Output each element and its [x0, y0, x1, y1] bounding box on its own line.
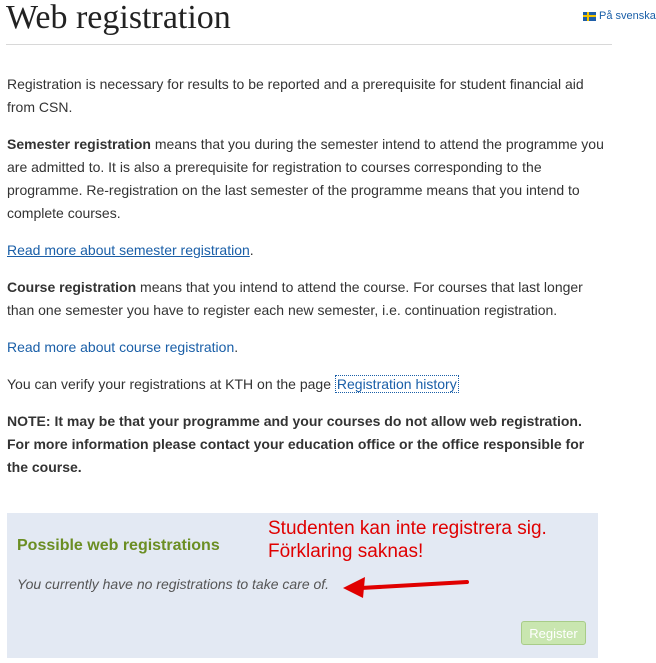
- semester-registration-link[interactable]: Read more about semester registration: [7, 242, 250, 258]
- annotation-arrow-icon: [339, 570, 471, 602]
- annotation-text: [268, 517, 547, 563]
- language-label[interactable]: På svenska: [599, 10, 656, 22]
- note-paragraph: NOTE: It may be that your programme and your courses do not allow web registration. For more information please contact your education office or the office responsible for the course.: [7, 413, 585, 475]
- annotation-line-2: Förklaring saknas!: [268, 541, 424, 562]
- semester-link-paragraph: Read more about semester registration.: [7, 242, 254, 258]
- semester-text: means that you during the semester intend to attend the programme you are admitted to. It is also a prerequisite for registration to courses corresponding to the programme. Re-registration on the last semester of the programme means that you intend to complete courses.: [7, 136, 604, 221]
- intro-paragraph: Registration is necessary for results to be reported and a prerequisite for student financial aid from CSN.: [7, 76, 584, 115]
- panel-title: Possible web registrations: [17, 537, 220, 554]
- verify-paragraph: [7, 373, 607, 396]
- semester-paragraph: [7, 133, 607, 225]
- register-button[interactable]: Register: [521, 621, 586, 645]
- semester-term: Semester registration: [7, 136, 151, 152]
- course-term: Course registration: [7, 279, 137, 295]
- main-content: [7, 73, 607, 493]
- verify-text: You can verify your registrations at KTH on the page: [7, 376, 335, 392]
- swedish-flag-icon: [583, 12, 596, 21]
- course-link-paragraph: Read more about course registration.: [7, 339, 239, 355]
- empty-message: You currently have no registrations to take care of.: [17, 576, 330, 592]
- course-text: means that you intend to attend the course. For courses that last longer than one semester you have to register each new semester, i.e. continuation registration.: [7, 279, 583, 318]
- registration-history-link[interactable]: Registration history: [336, 376, 457, 392]
- course-registration-link[interactable]: Read more about course registration: [7, 339, 235, 355]
- page-title: Web registration: [6, 0, 231, 36]
- course-paragraph: [7, 276, 607, 322]
- title-divider: [6, 44, 612, 45]
- annotation-line-1: Studenten kan inte registrera sig.: [268, 518, 547, 539]
- language-switch[interactable]: [583, 10, 656, 22]
- web-registrations-panel: [7, 513, 598, 658]
